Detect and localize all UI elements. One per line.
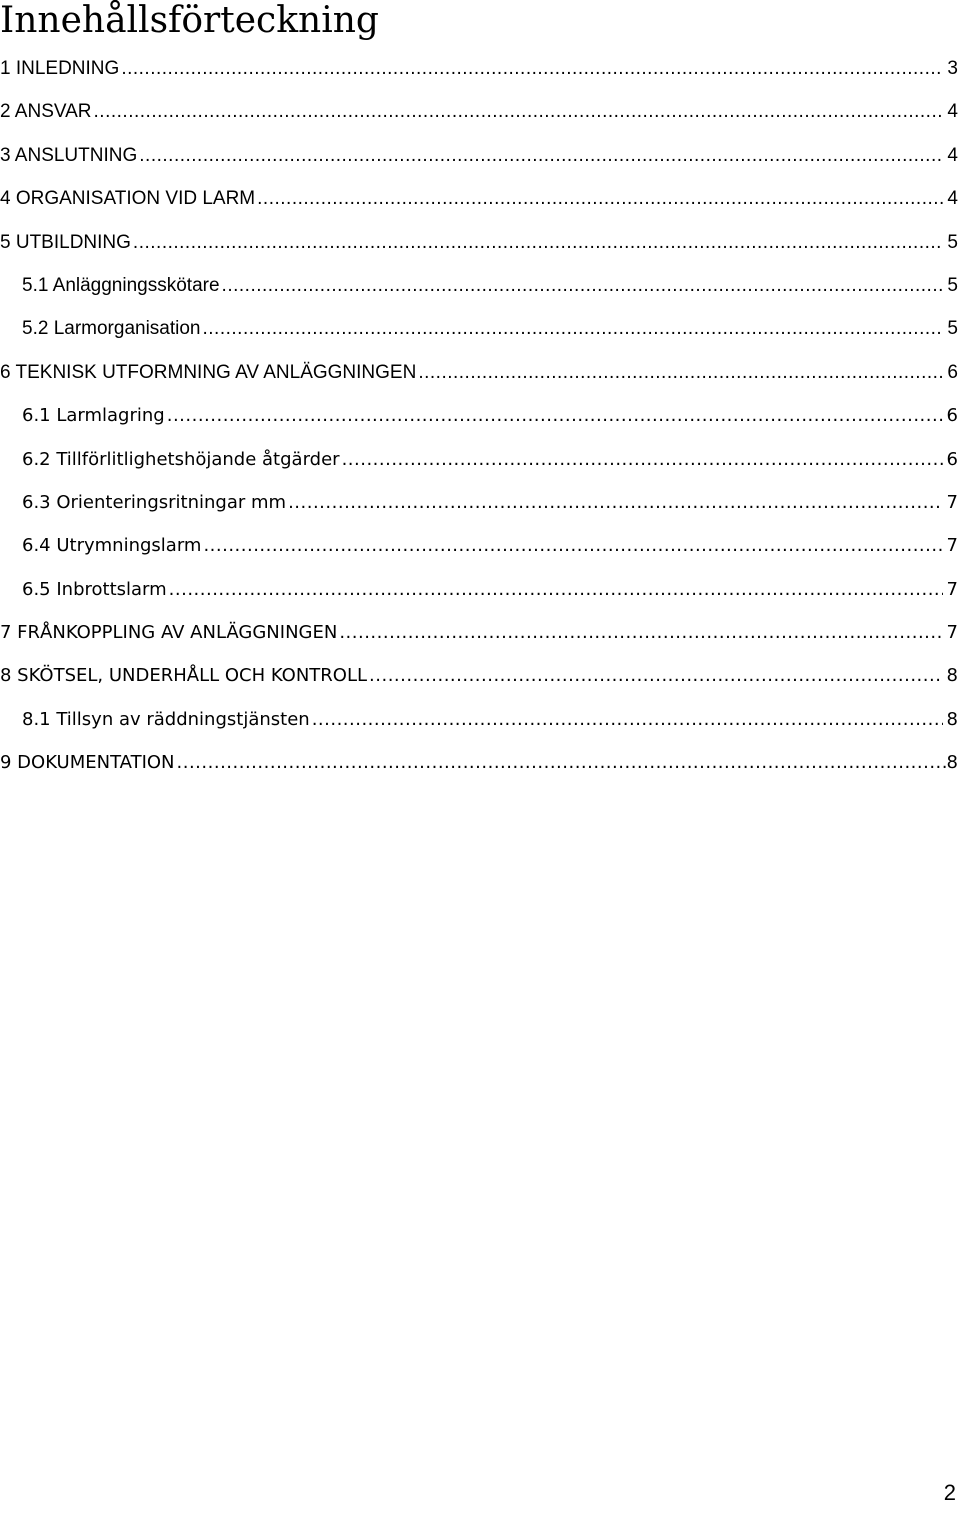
toc-entry-page: 3 <box>947 58 958 79</box>
toc-entry-label: 5.2 Larmorganisation <box>22 318 201 340</box>
toc-entry-label: 6.2 Tillförlitlighetshöjande åtgärder <box>22 448 340 470</box>
toc-entry-label: 6 TEKNISK UTFORMNING AV ANLÄGGNINGEN <box>0 361 417 383</box>
toc-dot-leader <box>203 307 944 350</box>
toc-entry-page: 7 <box>946 578 958 600</box>
toc-entry-label: 3 ANSLUTNING <box>0 144 138 166</box>
toc-entry-label: 5 UTBILDNING <box>0 231 131 253</box>
toc-dot-leader <box>177 741 947 784</box>
toc-entry-label: 4 ORGANISATION VID LARM <box>0 188 256 210</box>
toc-entry-page: 5 <box>947 274 958 296</box>
table-of-contents <box>0 47 960 785</box>
toc-dot-leader <box>339 611 942 654</box>
toc-dot-leader <box>94 90 944 133</box>
page-number: 2 <box>943 1480 956 1505</box>
toc-entry-label: 8.1 Tillsyn av räddningstjänsten <box>22 708 310 730</box>
toc-entry-page: 6 <box>946 405 958 427</box>
toc-dot-leader <box>139 134 943 177</box>
toc-dot-leader <box>342 438 943 481</box>
toc-entry-6-3[interactable] <box>0 481 960 524</box>
toc-entry-label: 1 INLEDNING <box>0 58 120 79</box>
toc-entry-label: 6.5 Inbrottslarm <box>22 578 167 600</box>
toc-entry-5-2[interactable] <box>0 307 960 350</box>
toc-entry-6-1[interactable] <box>0 394 960 437</box>
toc-entry-page: 7 <box>946 622 958 644</box>
toc-entry-label: 6.4 Utrymningslarm <box>22 535 202 557</box>
toc-dot-leader <box>312 698 943 741</box>
toc-entry-6-5[interactable] <box>0 568 960 611</box>
toc-entry-label: 6.3 Orienteringsritningar mm <box>22 491 287 513</box>
toc-dot-leader <box>418 351 943 394</box>
toc-entry-page: 8 <box>946 752 958 774</box>
toc-entry-page: 7 <box>946 491 958 513</box>
toc-entry-label: 2 ANSVAR <box>0 101 92 123</box>
toc-entry-page: 4 <box>947 101 958 123</box>
toc-entry-label: 7 FRÅNKOPPLING AV ANLÄGGNINGEN <box>0 622 338 644</box>
toc-dot-leader <box>257 177 943 220</box>
toc-entry-page: 5 <box>947 318 958 340</box>
toc-dot-leader <box>222 264 944 307</box>
toc-entry-page: 8 <box>946 708 958 730</box>
toc-title: Innehållsförteckning <box>0 0 379 41</box>
toc-entry-page: 7 <box>946 535 958 557</box>
toc-entry-3[interactable] <box>0 134 960 177</box>
toc-dot-leader <box>121 47 943 90</box>
toc-entry-8[interactable] <box>0 654 960 697</box>
toc-entry-label: 5.1 Anläggningsskötare <box>22 274 220 296</box>
toc-entry-label: 8 SKÖTSEL, UNDERHÅLL OCH KONTROLL <box>0 665 368 687</box>
toc-entry-6-4[interactable] <box>0 524 960 567</box>
toc-entry-page: 8 <box>946 665 958 687</box>
toc-entry-9[interactable] <box>0 741 960 784</box>
toc-entry-page: 4 <box>947 144 958 166</box>
toc-entry-1[interactable] <box>0 47 960 90</box>
toc-entry-page: 5 <box>947 231 958 253</box>
toc-dot-leader <box>133 221 944 264</box>
toc-entry-page: 6 <box>946 448 958 470</box>
toc-entry-6-2[interactable] <box>0 438 960 481</box>
toc-dot-leader <box>203 524 942 567</box>
toc-entry-4[interactable] <box>0 177 960 220</box>
toc-entry-label: 6.1 Larmlagring <box>22 405 165 427</box>
toc-dot-leader <box>167 394 943 437</box>
toc-entry-label: 9 DOKUMENTATION <box>0 752 175 774</box>
toc-entry-6[interactable] <box>0 351 960 394</box>
toc-entry-page: 4 <box>947 188 958 210</box>
toc-entry-2[interactable] <box>0 90 960 133</box>
toc-dot-leader <box>369 654 943 697</box>
toc-entry-page: 6 <box>947 361 958 383</box>
toc-dot-leader <box>288 481 942 524</box>
toc-dot-leader <box>169 568 943 611</box>
toc-entry-8-1[interactable] <box>0 698 960 741</box>
toc-entry-5[interactable] <box>0 221 960 264</box>
toc-entry-7[interactable] <box>0 611 960 654</box>
toc-entry-5-1[interactable] <box>0 264 960 307</box>
